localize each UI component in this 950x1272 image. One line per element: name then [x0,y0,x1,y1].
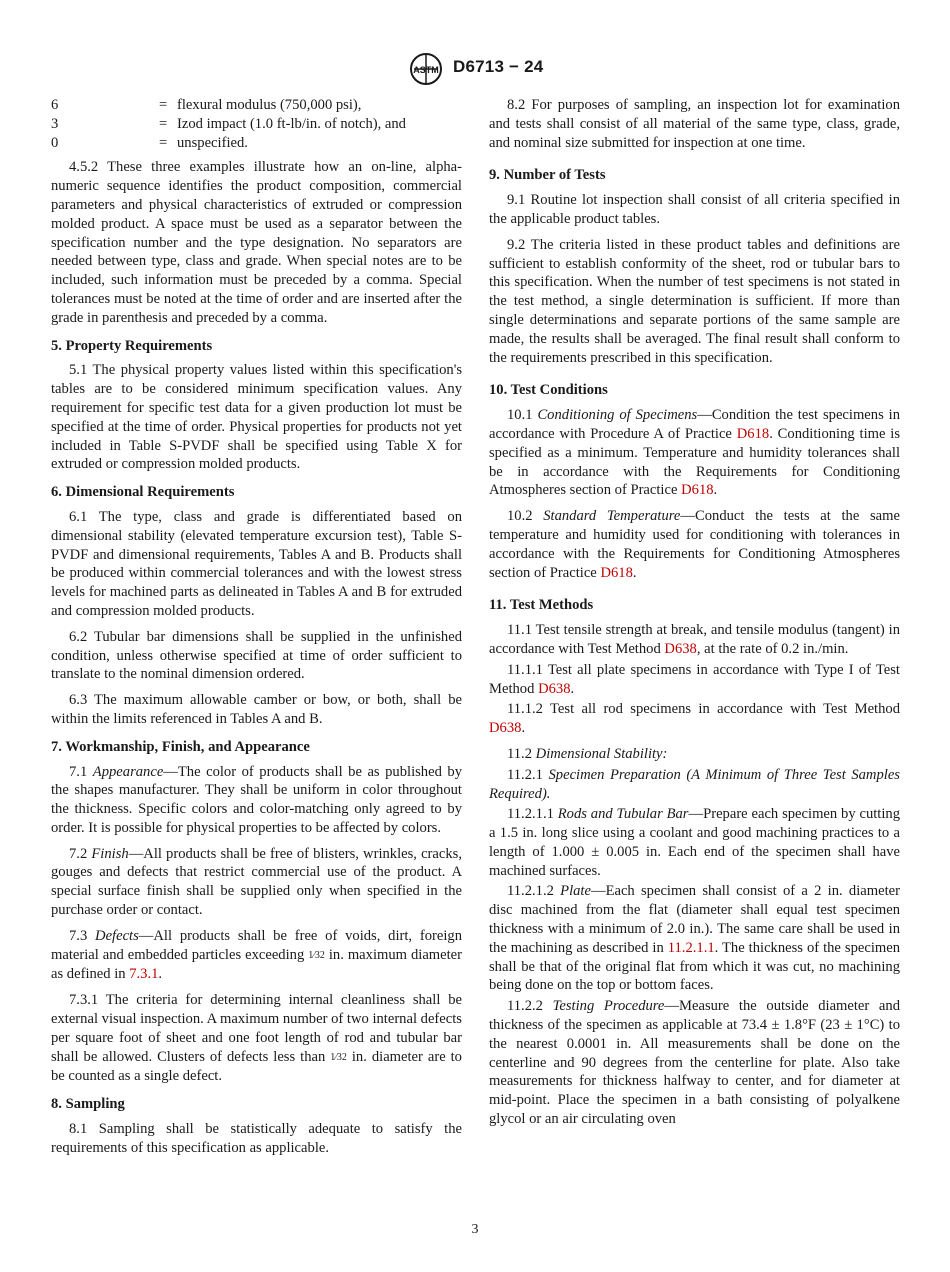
clause-body: —Measure the outside diameter and thickness of the specimen as applicable at 73.4 ± 1.8°F (23 ± 1°C) to the nearest 0.0001 in. All measurements shall be done on the centerline and 90 degrees from the centerline for plate. Also take measurements for thickness halfway to center, and for diameter at mid-point. Place the specimen in a bath consisting of polyalkene glycol or an air circulating oven [489,998,900,1128]
clause-number: 11.2.1 [507,766,543,783]
clause-body: . The thickness of the specimen shall be that of the original flat from which it was cut, no machining being done on the top or bottom faces. [489,939,900,994]
cross-reference-link[interactable]: D638 [489,720,522,737]
paragraph-11-2-1-2 [489,882,900,995]
section-heading-10: 10. Test Conditions [489,382,608,399]
standard-designation: D6713 − 24 [453,57,544,76]
section-heading-11: 11. Test Methods [489,597,594,614]
paragraph-11-1 [489,621,900,659]
paragraph-6-1: 6.1 The type, class and grade is differentiated based on dimensional stability (elevated temperature excursion test), Table S-PVDF and dimensional requirements, Tables A and B. Products shall be produced within commercial tolerances and with the lowest stress levels for machined parts as delineated in Tables A and B for extruded and compression molded products. [51,508,462,619]
clause-number: 10.2 [507,508,533,525]
clause-body: —Conduct the tests at the same temperature and humidity used for conditioning with tolerances in accordance with the Requirements for Conditioning Atmospheres section of Practice [489,508,900,581]
cross-reference-link[interactable]: 7.3.1 [129,966,159,983]
definition-equals: = [159,97,168,113]
clause-body: —Prepare each specimen by cutting a 1.5 in. long slice using a coolant and good machining practices to a length of 1.000 ± 0.005 in. Each end of the specimen shall have machined surfaces. [489,806,901,879]
clause-body: —Condition the test specimens in accordance with Procedure A of Practice [489,407,900,442]
clause-body: in. maximum diameter as defined in [51,946,463,983]
logo-lettering: ASTM [413,65,439,75]
cross-reference-link[interactable]: D618 [681,482,714,499]
clause-body: 11.1.2 Test all rod specimens in accordance with Test Method [507,701,900,718]
definition-row [51,115,462,134]
clause-title: Conditioning of Specimens [537,407,698,424]
paragraph-10-2: 10.2 Standard Temperature—Conduct the tests at the same temperature and humidity used for conditioning with tolerances in accordance with the Requirements for Conditioning Atmospheres section of Practice D618. [489,508,900,581]
cross-reference-link[interactable]: 11.2.1.1 [667,939,715,956]
clause-title: Appearance [92,763,164,780]
paragraph-7-2 [51,845,462,920]
clause-body: , at the rate of 0.2 in./min. [696,640,849,657]
definition-equals: = [159,134,168,151]
paragraph-6-2: 6.2 Tubular bar dimensions shall be supplied in the unfinished condition, unless otherwise specified at time of order sufficient to translate to the nominal dimension ordered. [51,628,462,683]
clause-title: Standard Temperature [543,508,681,525]
right-column [489,96,900,1131]
section-heading-6: 6. Dimensional Requirements [51,484,235,501]
clause-number: 7.2 [69,845,88,862]
clause-title: Finish [91,845,129,862]
clause-body: . Conditioning time is specified as a minimum. Temperature and humidity tolerances shall be in accordance with the Requirements for Conditioning Atmospheres section of Practice [489,425,901,499]
clause-number: 7.1 [69,763,88,780]
page-header [0,52,950,88]
clause-number: 11.2.1.2 [507,883,554,900]
definition-text: Izod impact (1.0 ft-lb/in. of notch), and [177,115,406,132]
definition-equals: = [159,115,168,132]
clause-title: Testing Procedure [552,998,665,1015]
clause-body: —All products shall be free of voids, dirt, foreign material and embedded particles exceeding [51,927,462,963]
paragraph-11-2 [489,745,900,764]
clause-title: Specimen Preparation (A Minimum of Three Test Samples Required). [489,766,900,802]
definition-code: 0 [51,134,59,151]
clause-number: 11.2.2 [507,998,543,1015]
definition-list [51,96,462,152]
paragraph-11-2-2 [489,997,900,1129]
paragraph-7-1 [51,763,462,838]
definition-text: flexural modulus (750,000 psi), [177,97,362,113]
page-number: 3 [471,1222,479,1237]
paragraph-11-1-1: 11.1.1 Test all plate specimens in accordance with Type I of Test Method D638. [489,661,900,697]
cross-reference-link[interactable]: D618 [600,564,633,581]
definition-text: unspecified. [177,134,248,151]
paragraph-4-5-2: 4.5.2 These three examples illustrate how an on-line, alpha-numeric sequence identifies the product composition, commercial parameters and physical characteristics of extruded or compression molded product. A space must be used as a separator between the specification number and the type designation. No separators are needed between type, class and grade. When special notes are to be included, such information must be preceded by a comma. Special tolerances must be noted at the time of order and are inserted after the grade in parenthesis and preceded by a comma. [51,159,462,326]
fraction: 1⁄32 [330,1051,347,1063]
clause-title: Rods and Tubular Bar [557,806,689,823]
clause-title: Defects [95,927,139,944]
paragraph-11-2-1-1 [489,805,900,880]
clause-body: in. diameter are to be counted as a single defect. [51,1048,462,1085]
definition-code: 6 [51,97,59,113]
clause-title: Dimensional Stability: [535,745,668,762]
paragraph-8-1: 8.1 Sampling shall be statistically adequate to satisfy the requirements of this specification as applicable. [51,1121,462,1156]
definition-row [51,96,462,115]
paragraph-8-2: 8.2 For purposes of sampling, an inspection lot for examination and tests shall consist of all material of the same type, class, grade, and nominal size submitted for inspection at one time. [489,97,900,151]
fraction: 1⁄32 [308,949,325,961]
left-column [51,96,462,1165]
clause-number: 7.3 [69,927,88,944]
clause-number: 11.2 [507,745,532,762]
paragraph-7-3: 7.3 Defects—All products shall be free of voids, dirt, foreign material and embedded particles exceeding 1⁄32 in. maximum diameter as defined in 7.3.1. [51,927,463,983]
paragraph-6-3: 6.3 The maximum allowable camber or bow, or both, shall be within the limits referenced in Tables A and B. [51,692,462,727]
clause-body: 7.3.1 The criteria for determining internal cleanliness shall be external visual inspection. A maximum number of two internal defects per square foot of sheet and one foot length of rod and tubular bar shall be allowed. Clusters of defects less than [51,992,462,1065]
clause-body: —All products shall be free of blisters, wrinkles, cracks, gouges and defects that restrict commercial use of the product. A special surface finish shall be supplied only when specified in the purchase order or contact. [51,845,462,919]
cross-reference-link[interactable]: D618 [736,425,770,442]
paragraph-9-2: 9.2 The criteria listed in these product tables and definitions are sufficient to establish conformity of the sheet, rod or tubular bars to this specification. When the number of test specimens is not stated in the test method, a single determination is sufficient. If more than single determinations and separate portions of the same sample are made, the results shall be averaged. The final result shall conform to the requirements prescribed in this specification. [489,236,900,366]
section-heading-9: 9. Number of Tests [489,167,606,184]
cross-reference-link[interactable]: D638 [538,680,571,697]
astm-logo-icon [408,52,444,86]
definition-code: 3 [51,115,59,132]
clause-body: 11.1 Test tensile strength at break, and tensile modulus (tangent) in accordance with Test Method [489,622,900,657]
section-heading-8: 8. Sampling [51,1096,125,1113]
clause-number: 11.2.1.1 [507,806,554,823]
paragraph-5-1: 5.1 The physical property values listed within this specification's tables are to be considered minimum specification values. Any requirement for specific test data for a given production lot must be specified at the time of order. Physical properties for products not yet included in Table S-PVDF shall be specified using Table X for extruded or compression molded products. [51,362,462,473]
clause-title: Plate [560,883,591,900]
clause-body: —Each specimen shall consist of a 2 in. diameter disc machined from the flat (diameter shall equal test specimen thickness with a minimum of 2.0 in.). The same care shall be used in the machining as described in [489,883,900,956]
paragraph-7-3-1 [51,991,462,1086]
definition-row [51,134,462,153]
cross-reference-link[interactable]: D638 [664,640,697,657]
section-heading-5: 5. Property Requirements [51,337,213,354]
section-heading-7: 7. Workmanship, Finish, and Appearance [51,738,310,755]
paragraph-9-1: 9.1 Routine lot inspection shall consist of all criteria specified in the applicable product tables. [489,192,900,227]
paragraph-11-2-1 [489,766,900,804]
paragraph-11-1-2: 11.1.2 Test all rod specimens in accordance with Test Method D638. [489,701,900,737]
clause-body: 11.1.1 Test all plate specimens in accordance with Type I of Test Method [489,661,900,697]
paragraph-10-1: 10.1 Conditioning of Specimens—Condition the test specimens in accordance with Procedure A of Practice D618. Conditioning time is specified as a minimum. Temperature and humidity tolerances shall be in accordance with the Requirements for Conditioning Atmospheres section of Practice D618. [489,407,901,499]
clause-number: 10.1 [507,407,533,424]
clause-body: —The color of products shall be as published by the shapes manufacturer. They shall be uniform in color throughout the thickness. Specific colors and color-matching only agreed to by order. It is possible for physical properties to be affected by colors. [51,763,462,836]
